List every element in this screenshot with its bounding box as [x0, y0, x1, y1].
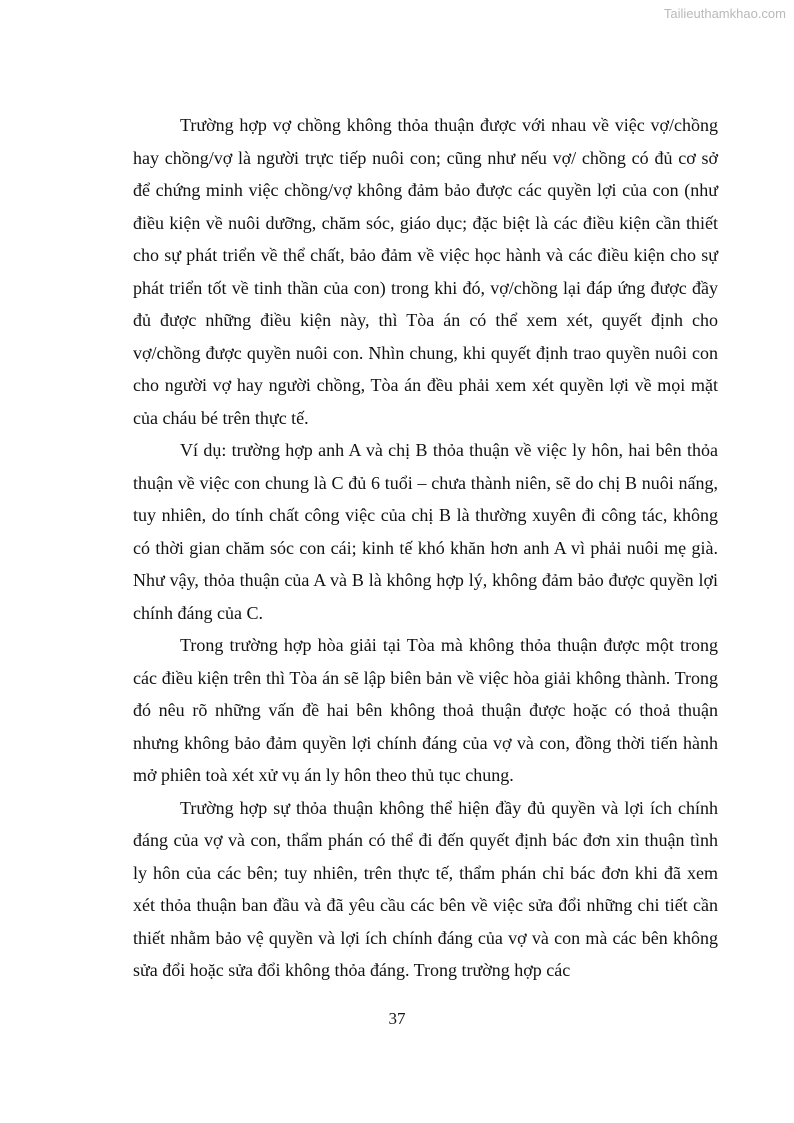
paragraph-custody-disagreement: Trường hợp vợ chồng không thỏa thuận được với nhau về việc vợ/chồng hay chồng/vợ là người trực tiếp nuôi con; cũng như nếu vợ/ chồng có đủ cơ sở để chứng minh việc chồng/vợ không đảm bảo được các quyền lợi của con (như điều kiện về nuôi dưỡng, chăm sóc, giáo dục; đặc biệt là các điều kiện cần thiết cho sự phát triển về thể chất, bảo đảm về việc học hành và các điều kiện cho sự phát triển tốt về tinh thần của con) trong khi đó, vợ/chồng lại đáp ứng được đầy đủ được những điều kiện này, thì Tòa án có thể xem xét, quyết định cho vợ/chồng được quyền nuôi con. Nhìn chung, khi quyết định trao quyền nuôi con cho người vợ hay người chồng, Tòa án đều phải xem xét quyền lợi về mọi mặt của cháu bé trên thực tế.	[133, 115, 718, 428]
page-number: 37	[388, 1009, 406, 1028]
watermark: Tailieuthamkhao.com	[663, 6, 786, 21]
paragraph-judge-rejection: Trường hợp sự thỏa thuận không thể hiện đầy đủ quyền và lợi ích chính đáng của vợ và con, thẩm phán có thể đi đến quyết định bác đơn xin thuận tình ly hôn của các bên; tuy nhiên, trên thực tế, thẩm phán chỉ bác đơn khi đã xem xét thỏa thuận ban đầu và đã yêu cầu các bên về việc sửa đổi những chi tiết cần thiết nhằm bảo vệ quyền và lợi ích chính đáng của vợ và con mà các bên không sửa đổi hoặc sửa đổi không thỏa đáng. Trong trường hợp các	[133, 797, 718, 980]
paragraph-failed-mediation: Trong trường hợp hòa giải tại Tòa mà không thỏa thuận được một trong các điều kiện trên thì Tòa án sẽ lập biên bản về việc hòa giải không thành. Trong đó nêu rõ những vấn đề hai bên không thoả thuận được hoặc có thoả thuận nhưng không bảo đảm quyền lợi chính đáng của vợ và con, đồng thời tiến hành mở phiên toà xét xử vụ án ly hôn theo thủ tục chung.	[133, 635, 718, 785]
paragraph-example: Ví dụ: trường hợp anh A và chị B thỏa thuận về việc ly hôn, hai bên thỏa thuận về việc con chung là C đủ 6 tuổi – chưa thành niên, sẽ do chị B nuôi nấng, tuy nhiên, do tính chất công việc của chị B là thường xuyên đi công tác, không có thời gian chăm sóc con cái; kinh tế khó khăn hơn anh A vì phải nuôi mẹ già. Như vậy, thỏa thuận của A và B là không hợp lý, không đảm bảo được quyền lợi chính đáng của C.	[133, 440, 718, 623]
page-body	[133, 109, 718, 987]
